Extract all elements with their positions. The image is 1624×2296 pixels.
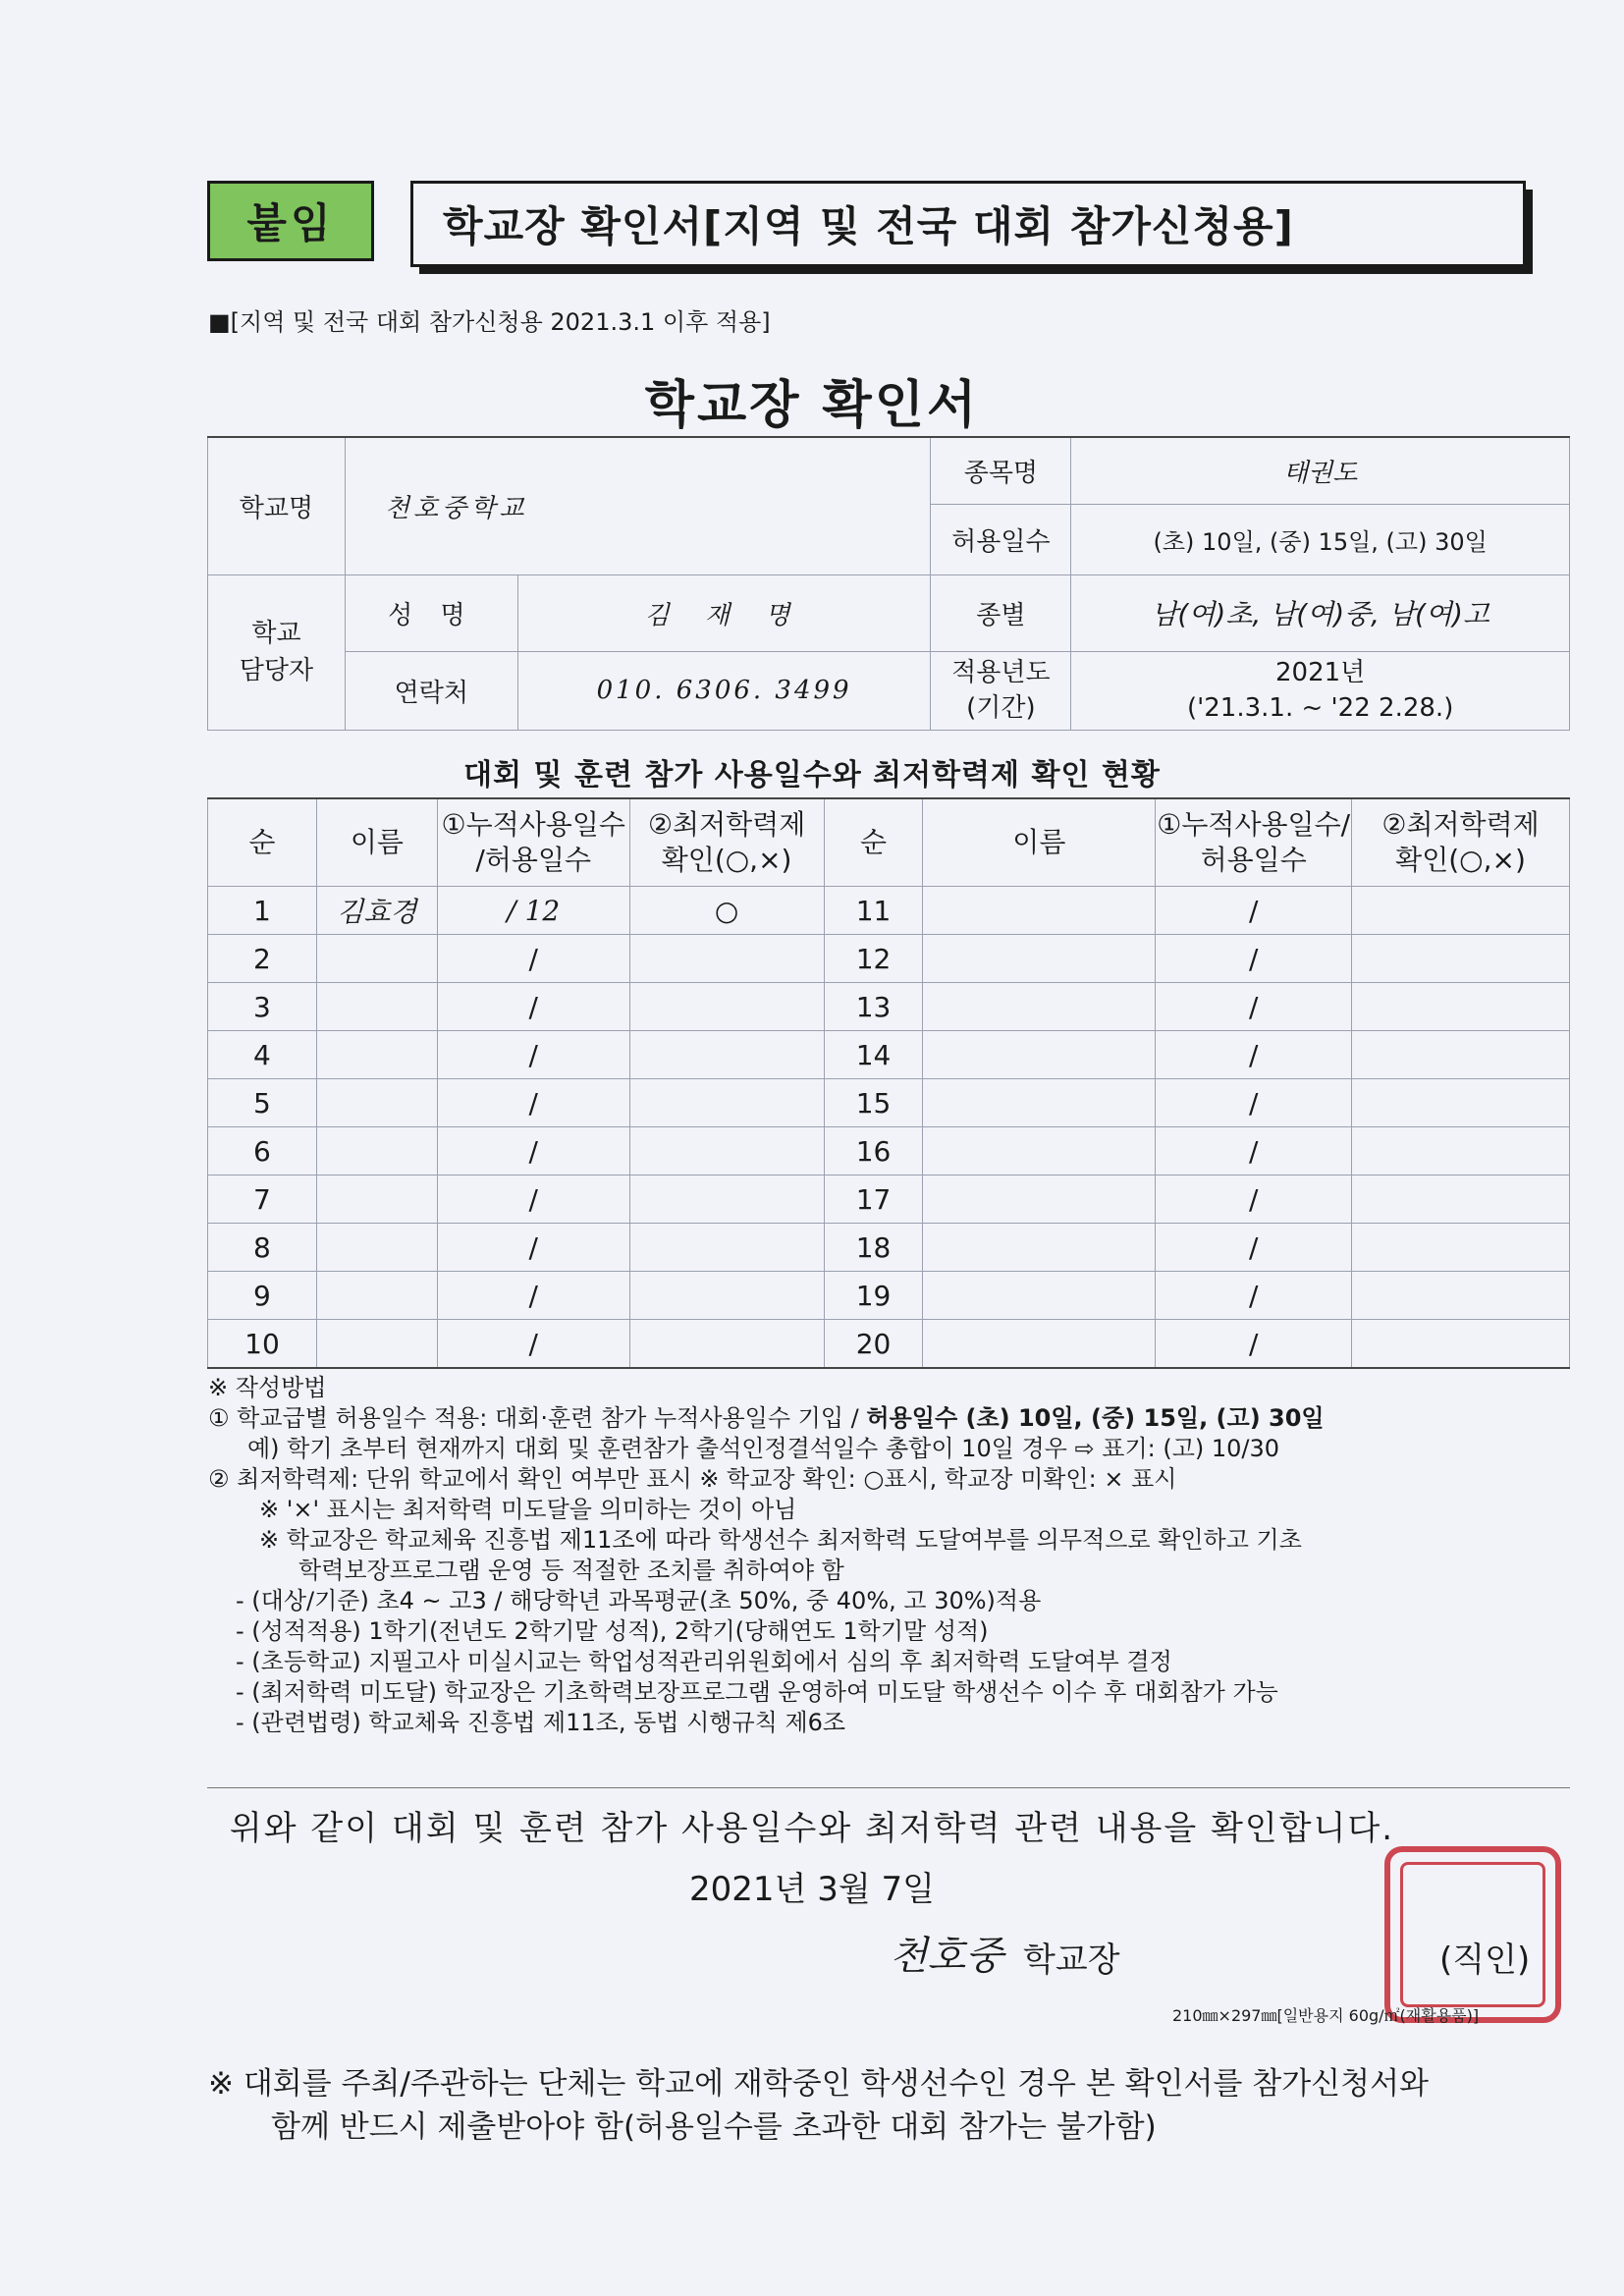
row-days: / [437,1272,629,1320]
note-4a: ※ 학교장은 학교체육 진흥법 제11조에 따라 학생선수 최저학력 도달여부를 의무적으로 확인하고 기초 [259,1526,1302,1554]
table-row [208,935,1570,983]
row-name [316,935,437,983]
row-no: 2 [208,935,317,983]
row-no: 4 [208,1031,317,1079]
allowed-days-value: (초) 10일, (중) 15일, (고) 30일 [1071,504,1570,574]
row-name [923,935,1156,983]
row-name [923,887,1156,935]
row-name [923,1031,1156,1079]
name-label: 성 명 [345,574,517,651]
gender-value: 남(여)초, 남(여)중, 남(여)고 [1071,574,1570,651]
footnote [208,2062,1583,2149]
sport-value: 태권도 [1071,437,1570,504]
row-days: / [437,1175,629,1224]
row-no: 7 [208,1175,317,1224]
main-title: 학교장 확인서 [644,376,980,435]
header-check-left: ②최저학력제 확인(○,×) [629,798,824,887]
row-name [923,1127,1156,1175]
row-name [923,983,1156,1031]
table-row [208,1127,1570,1175]
confirmation-date: 2021년 3월 7일 [689,1870,935,1909]
header-name-right: 이름 [923,798,1156,887]
note-3: ※ '×' 표시는 최저학력 미도달을 의미하는 것이 아님 [259,1496,797,1523]
row-no: 14 [824,1031,923,1079]
instructions [208,1373,1583,1738]
note-1 [208,1403,1583,1434]
principal-label: 학교장 [1023,1941,1120,1980]
row-no: 20 [824,1320,923,1369]
row-no: 15 [824,1079,923,1127]
header-days-right: ①누적사용일수/ 허용일수 [1156,798,1352,887]
table-row [208,1224,1570,1272]
table-row [208,1272,1570,1320]
row-name [316,1272,437,1320]
row-check [1352,983,1570,1031]
row-check [1352,1127,1570,1175]
header-days-left: ①누적사용일수 /허용일수 [437,798,629,887]
year-cell [1071,651,1570,730]
row-days: / [437,1320,629,1369]
note-2: ② 최저학력제: 단위 학교에서 확인 여부만 표시 ※ 학교장 확인: ○표시, 학교장 미확인: × 표시 [208,1465,1177,1493]
paper-spec: 210㎜×297㎜[일반용지 60g/㎡(재활용품)] [1172,2006,1480,2025]
table-row [208,983,1570,1031]
row-days: / [437,1031,629,1079]
note-1-example: 예) 학기 초부터 현재까지 대회 및 훈련참가 출석인정결석일수 총합이 10일 경우 ⇨ 표기: (고) 10/30 [247,1435,1280,1462]
row-no: 13 [824,983,923,1031]
info-table [207,436,1570,731]
note-7: - (초등학교) 지필고사 미실시교는 학업성적관리위원회에서 심의 후 최저학력 도달여부 결정 [236,1648,1172,1675]
row-check [1352,1031,1570,1079]
roster-table [207,797,1570,1369]
divider [207,1787,1570,1788]
row-no: 12 [824,935,923,983]
school-signature: 천호중 [890,1934,1003,1979]
note-4b: 학력보장프로그램 운영 등 적절한 조치를 취하여야 함 [298,1557,844,1584]
footnote-line-1: ※ 대회를 주최/주관하는 단체는 학교에 재학중인 학생선수인 경우 본 확인서를 참가신청서와 [208,2066,1429,2102]
table-row [208,1031,1570,1079]
school-value: 천호중학교 [345,437,931,574]
header-no-left: 순 [208,798,317,887]
note-6: - (성적적용) 1학기(전년도 2학기말 성적), 2학기(당해연도 1학기말 성적) [236,1617,989,1645]
row-days: / [1156,1127,1352,1175]
row-check [629,1127,824,1175]
table-row [208,887,1570,935]
roster-subtitle: 대회 및 훈련 참가 사용일수와 최저학력제 확인 현황 [463,758,1161,793]
row-name: 김효경 [316,887,437,935]
row-no: 9 [208,1272,317,1320]
row-days: / [1156,1224,1352,1272]
row-no: 16 [824,1127,923,1175]
row-no: 17 [824,1175,923,1224]
row-no: 18 [824,1224,923,1272]
row-name [316,1175,437,1224]
note-1-text: ① 학교급별 허용일수 적용: 대회·훈련 참가 누적사용일수 기입 / [208,1404,867,1432]
form-title: 학교장 확인서[지역 및 전국 대회 참가신청용] [443,202,1294,250]
row-name [923,1079,1156,1127]
row-name [316,1031,437,1079]
row-check [1352,887,1570,935]
phone-value: 010. 6306. 3499 [517,651,931,730]
row-name [316,983,437,1031]
year-period: ('21.3.1. ~ '22 2.28.) [1186,693,1454,723]
row-check [1352,1320,1570,1369]
confirmation-text: 위와 같이 대회 및 훈련 참가 사용일수와 최저학력 관련 내용을 확인합니다. [229,1809,1395,1848]
row-check: ○ [629,887,824,935]
header-no-right: 순 [824,798,923,887]
notes-heading: ※ 작성방법 [208,1374,327,1401]
row-name [923,1224,1156,1272]
row-days: / 12 [437,887,629,935]
row-check [629,983,824,1031]
year-label: 적용년도 (기간) [931,651,1071,730]
row-no: 1 [208,887,317,935]
row-days: / [1156,935,1352,983]
contact-group-label: 학교 담당자 [208,574,346,730]
row-days: / [1156,983,1352,1031]
row-name [316,1127,437,1175]
row-no: 10 [208,1320,317,1369]
header-name-left: 이름 [316,798,437,887]
note-5: - (대상/기준) 초4 ~ 고3 / 해당학년 과목평균(초 50%, 중 40%, 고 30%)적용 [236,1587,1042,1614]
table-row [208,1175,1570,1224]
row-name [923,1320,1156,1369]
attachment-badge: 붙임 [207,181,374,261]
row-check [1352,1272,1570,1320]
row-check [629,1175,824,1224]
row-name [923,1175,1156,1224]
row-no: 11 [824,887,923,935]
row-check [629,1079,824,1127]
row-days: / [1156,1175,1352,1224]
row-days: / [437,1224,629,1272]
roster-body [208,887,1570,1369]
row-days: / [437,935,629,983]
row-name [316,1079,437,1127]
row-no: 6 [208,1127,317,1175]
year-value: 2021년 [1275,658,1366,687]
row-no: 8 [208,1224,317,1272]
row-no: 3 [208,983,317,1031]
footnote-line-2: 함께 반드시 제출받아야 함(허용일수를 초과한 대회 참가는 불가함) [271,2109,1157,2145]
allowed-days-label: 허용일수 [931,504,1071,574]
row-check [629,935,824,983]
note-1-bold: 허용일수 (초) 10일, (중) 15일, (고) 30일 [866,1404,1325,1432]
table-row [208,1079,1570,1127]
row-check [1352,1224,1570,1272]
row-check [629,1224,824,1272]
row-check [629,1272,824,1320]
sport-label: 종목명 [931,437,1071,504]
row-check [629,1320,824,1369]
applies-note: ■[지역 및 전국 대회 참가신청용 2021.3.1 이후 적용] [208,308,771,336]
row-days: / [437,983,629,1031]
row-days: / [437,1127,629,1175]
row-days: / [1156,1079,1352,1127]
row-days: / [1156,887,1352,935]
row-check [629,1031,824,1079]
row-days: / [437,1079,629,1127]
row-days: / [1156,1031,1352,1079]
row-no: 5 [208,1079,317,1127]
gender-label: 종별 [931,574,1071,651]
name-value: 김 재 명 [517,574,931,651]
header-check-right: ②최저학력제 확인(○,×) [1352,798,1570,887]
note-9: - (관련법령) 학교체육 진흥법 제11조, 동법 시행규칙 제6조 [236,1709,846,1736]
row-check [1352,1079,1570,1127]
row-check [1352,935,1570,983]
row-name [316,1224,437,1272]
row-check [1352,1175,1570,1224]
note-8: - (최저학력 미도달) 학교장은 기초학력보장프로그램 운영하여 미도달 학생선수 이수 후 대회참가 가능 [236,1678,1278,1706]
phone-label: 연락처 [345,651,517,730]
school-label: 학교명 [208,437,346,574]
form-title-box [410,181,1526,267]
row-days: / [1156,1320,1352,1369]
table-row [208,1320,1570,1369]
row-name [316,1320,437,1369]
seal-label: (직인) [1439,1941,1531,1980]
row-name [923,1272,1156,1320]
row-days: / [1156,1272,1352,1320]
row-no: 19 [824,1272,923,1320]
